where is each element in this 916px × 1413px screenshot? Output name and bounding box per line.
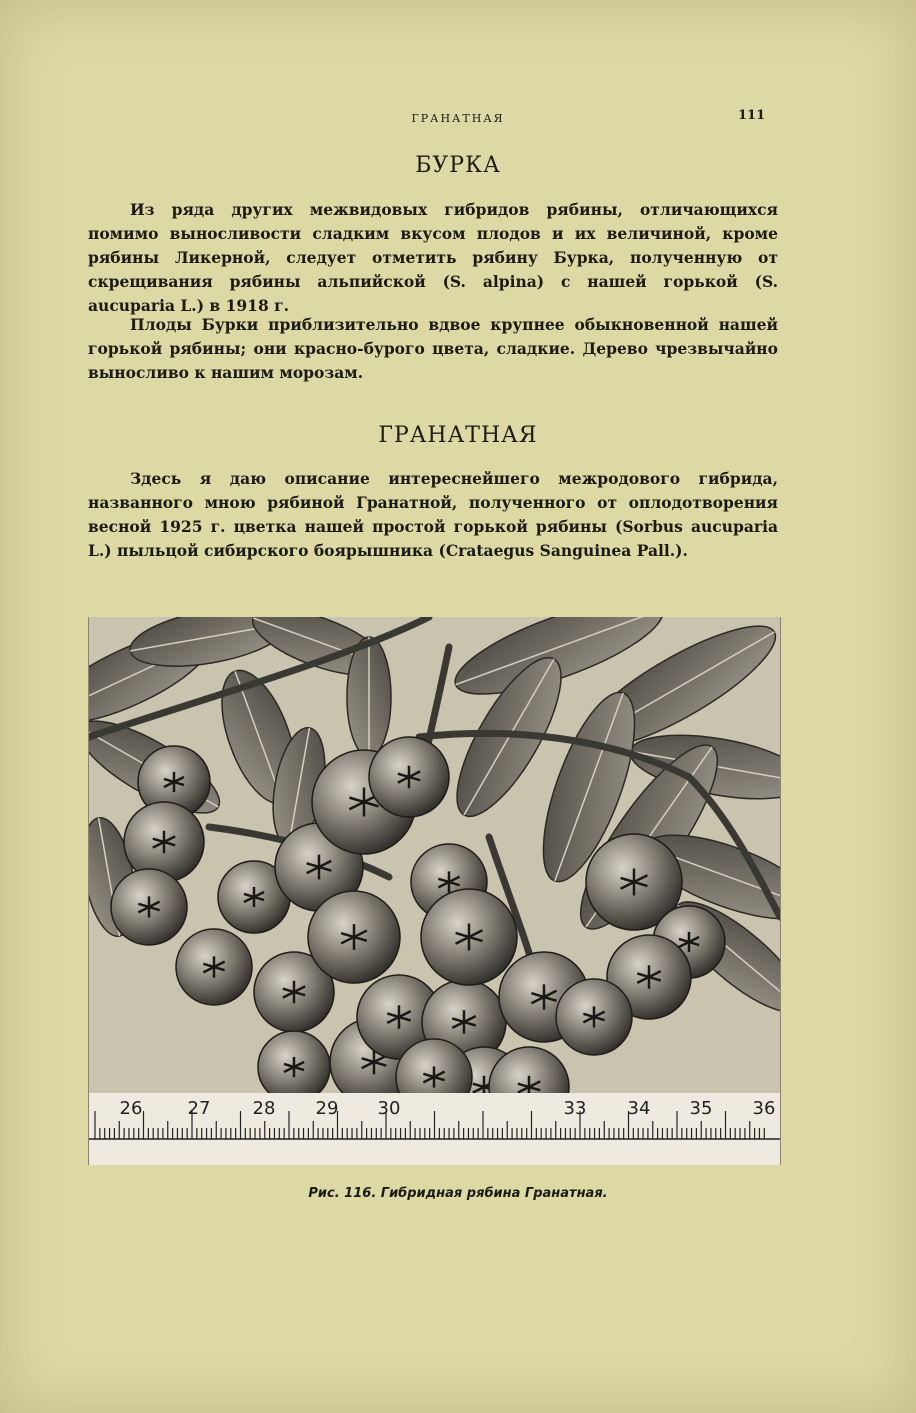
- ruler-label: 35: [689, 1098, 713, 1119]
- figure-photo: [88, 617, 781, 1165]
- berry: [111, 869, 187, 945]
- ruler-label: 30: [377, 1098, 401, 1119]
- berry: [124, 802, 204, 882]
- ruler-label: 36: [752, 1098, 776, 1119]
- section-title-burka: БУРКА: [415, 153, 501, 178]
- berry: [176, 929, 252, 1005]
- ruler-label: 27: [187, 1098, 211, 1119]
- ruler-label: 33: [563, 1098, 587, 1119]
- figure-caption: Рис. 116. Гибридная рябина Гранатная.: [308, 1186, 608, 1201]
- rowan-berries-illustration: [89, 617, 780, 1165]
- paragraph-burka-1: Из ряда других межвидовых гибридов рябины, отличающихся помимо выносливости сладким вкусом плодов и их величиной, кроме рябины Ликерной, следует отметить рябину Бурка, полученную от скрещивания рябины альпийской (S. alpina) с нашей горькой (S. aucuparia L.) в 1918 г.: [88, 200, 778, 315]
- paragraph-burka-2: Плоды Бурки приблизительно вдвое крупнее обыкновенной нашей горькой рябины; они красно-бурого цвета, сладкие. Дерево чрезвычайно выносливо к нашим морозам.: [88, 315, 778, 382]
- ruler-label: 26: [119, 1098, 143, 1119]
- berry: [421, 889, 517, 985]
- section-title-granatnaya: ГРАНАТНАЯ: [378, 423, 538, 448]
- ruler-label: 29: [315, 1098, 339, 1119]
- berry: [369, 737, 449, 817]
- running-head: ГРАНАТНАЯ: [411, 112, 505, 125]
- berry: [556, 979, 632, 1055]
- ruler-label: 28: [252, 1098, 276, 1119]
- berry: [258, 1031, 330, 1103]
- berry: [308, 891, 400, 983]
- paragraph-granatnaya-1: Здесь я даю описание интереснейшего межродового гибрида, названного мною рябиной Гранатной, полученного от оплодотворения весной 1925 г. цветка нашей простой горькой рябины (Sorbus aucuparia L.) пыльцой сибирского боярышника (Crataegus Sanguinea Pall.).: [88, 469, 778, 560]
- leaf: [347, 637, 391, 757]
- ruler-label: 34: [627, 1098, 651, 1119]
- page-number: 111: [738, 108, 766, 123]
